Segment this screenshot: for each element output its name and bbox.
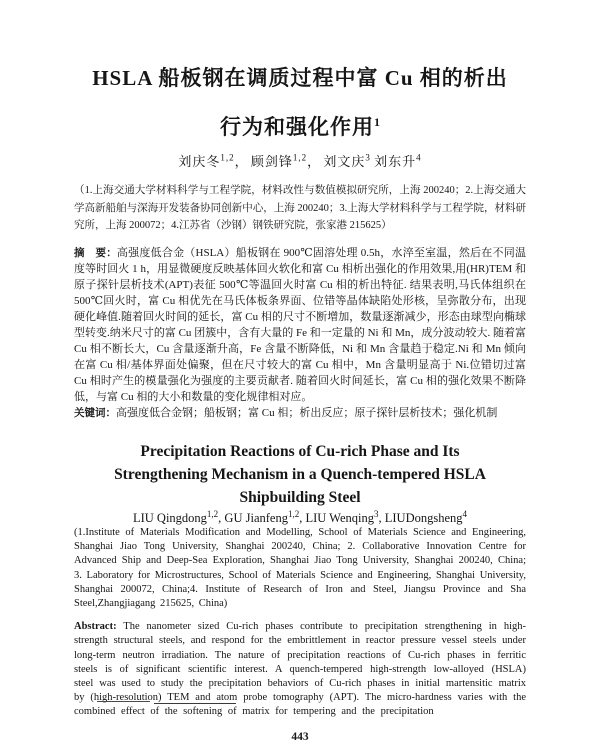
title-en-line3: Shipbuilding Steel <box>239 489 361 506</box>
author-en <box>224 511 305 525</box>
author-separator: , <box>299 511 306 526</box>
abstract-cn <box>74 245 526 405</box>
author-en <box>133 511 224 525</box>
author-cn-sup: 4 <box>416 152 422 163</box>
author-cn <box>374 154 422 169</box>
abstract-en <box>74 620 526 719</box>
author-separator: , <box>218 511 225 526</box>
author-en <box>385 511 467 525</box>
author-en-name: GU Jianfeng <box>224 511 288 526</box>
author-en-sup: 3 <box>374 509 379 519</box>
footnote-rule-segment <box>97 701 150 702</box>
author-en-sup: 1,2 <box>287 509 300 519</box>
author-en-sup: 4 <box>462 509 468 519</box>
chinese-front-matter <box>74 182 526 421</box>
keywords-cn-label: 关键词： <box>74 406 116 419</box>
author-cn-name: 刘文庆 <box>323 154 366 169</box>
author-en-sup: 1,2 <box>206 509 219 519</box>
author-separator: , <box>378 511 385 526</box>
author-en-name: LIU Wenqing <box>305 511 374 526</box>
author-cn-sup: 1,2 <box>292 152 308 163</box>
keywords-cn-text: 高强度低合金钢；船板钢；富 Cu 相；析出反应；原子探针层析技术；强化机制 <box>116 406 498 419</box>
author-cn-name: 刘庆冬 <box>178 154 221 169</box>
author-cn-name: 顾剑锋 <box>250 154 293 169</box>
author-cn <box>323 154 374 169</box>
title-cn-line2: 行为和强化作用 <box>220 115 374 139</box>
paper-title-en <box>0 440 600 509</box>
author-cn <box>251 154 324 169</box>
title-cn-line1: HSLA 船板钢在调质过程中富 Cu 相的析出 <box>92 66 508 90</box>
footnote-rule-segment <box>154 703 236 704</box>
authors-en <box>0 509 600 526</box>
authors-cn <box>0 151 600 170</box>
paper-title-cn <box>0 56 600 149</box>
title-en-line1: Precipitation Reactions of Cu-rich Phase and Its <box>140 443 460 460</box>
footnote-separator <box>97 701 236 703</box>
english-front-matter <box>74 526 526 720</box>
abstract-en-text: The nanometer sized Cu-rich phases contribute to precipitation strengthening in high-strength structural steels, and respond for the embrittlement in reactor pressure vessel steels under long-term neutron irradiation. The nature of precipitation reactions of Cu-rich phases in ferritic steels is of significant scientific interest. A quench-tempered high-strength low-alloyed (HSLA) steel was used to study the precipitation behaviors of Cu-rich phases in initial martensitic matrix by (high-resolution) TEM and atom probe tomography (APT). The micro-hardness varies with the combined effect of the softening of matrix for tempering and the precipitation <box>74 621 526 718</box>
abstract-cn-label: 摘 要： <box>74 246 117 259</box>
author-en-name: LIUDongsheng <box>384 511 463 526</box>
title-en-line2: Strengthening Mechanism in a Quench-tempered HSLA <box>114 466 486 483</box>
affiliations-en: (1.Institute of Materials Modification and Modelling, School of Materials Science and Engineering, Shanghai Jiao Tong University, Shanghai 200240, China; 2. Collaborative Innovation Centre for Advanced Ship and Deep-Sea Exploration, Shanghai Jiao Tong University, Shanghai 200240, China; 3. Laboratory for Microstructures, School of Materials Science and Engineering, Shanghai University, Shanghai 200072, China;4. Institute of Research of Iron and Steel, Jiangsu Province and Sha Steel,Zhangjiagang 215625, China) <box>74 527 526 610</box>
author-separator: ， <box>307 154 324 169</box>
author-cn <box>178 154 251 169</box>
page-number: 443 <box>291 731 309 743</box>
affiliations-cn: （1.上海交通大学材料科学与工程学院，材料改性与数值模拟研究所，上海 200240；2.上海交通大学高新船舶与深海开发装备协同创新中心，上海 200240；3.上海大学材料科学与工程学院，材料研究所，上海 200072；4.江苏省（沙钢）钢铁研究院，张家港 215625） <box>74 185 526 231</box>
abstract-en-label: Abstract: <box>74 621 117 633</box>
keywords-cn <box>74 405 526 421</box>
author-en <box>305 511 384 525</box>
abstract-cn-text: 高强度低合金（HSLA）船板钢在 900℃固溶处理 0.5h，水淬至室温，然后在不同温度等时回火 1 h，用显微硬度反映基体回火软化和富 Cu 相析出强化的作用效果,用(HR)TEM 和原子探针层析技术(APT)表征 500℃等温回火时富 Cu 相的析出特征. 结果表明,马氏体组织在 500℃回火时，富 Cu 相优先在马氏体板条界面、位错等晶体缺陷处形核，呈弥散分布，出现硬化峰值.随着回火时间的延长，富 Cu 相的尺寸不断增加，数量逐渐减少，形态由球型向椭球型转变.纳米尺寸的富 Cu 团簇中，含有大量的 Fe 和一定量的 Ni 和 Mn，成分波动较大. 随着富 Cu 相不断长大，Cu 含量逐渐升高，Fe 含量不断降低，Ni 和 Mn 含量趋于稳定.Ni 和 Mn 倾向在富 Cu 相/基体界面处偏聚，但在尺寸较大的富 Cu 相中，Mn 含量明显高于 Ni.位错切过富 Cu 相时产生的模量强化为强度的主要贡献者. 随着回火时间延长，富 Cu 相的强化效果不断降低，与富 Cu 相的大小和数量的变化规律相对应。 <box>74 246 527 403</box>
author-separator: ， <box>234 154 251 169</box>
author-en-name: LIU Qingdong <box>132 511 207 526</box>
author-cn-sup: 3 <box>365 152 371 163</box>
author-cn-name: 刘东升 <box>374 154 417 169</box>
author-cn-sup: 1,2 <box>220 152 235 163</box>
title-footnote-marker: 1 <box>374 115 380 129</box>
